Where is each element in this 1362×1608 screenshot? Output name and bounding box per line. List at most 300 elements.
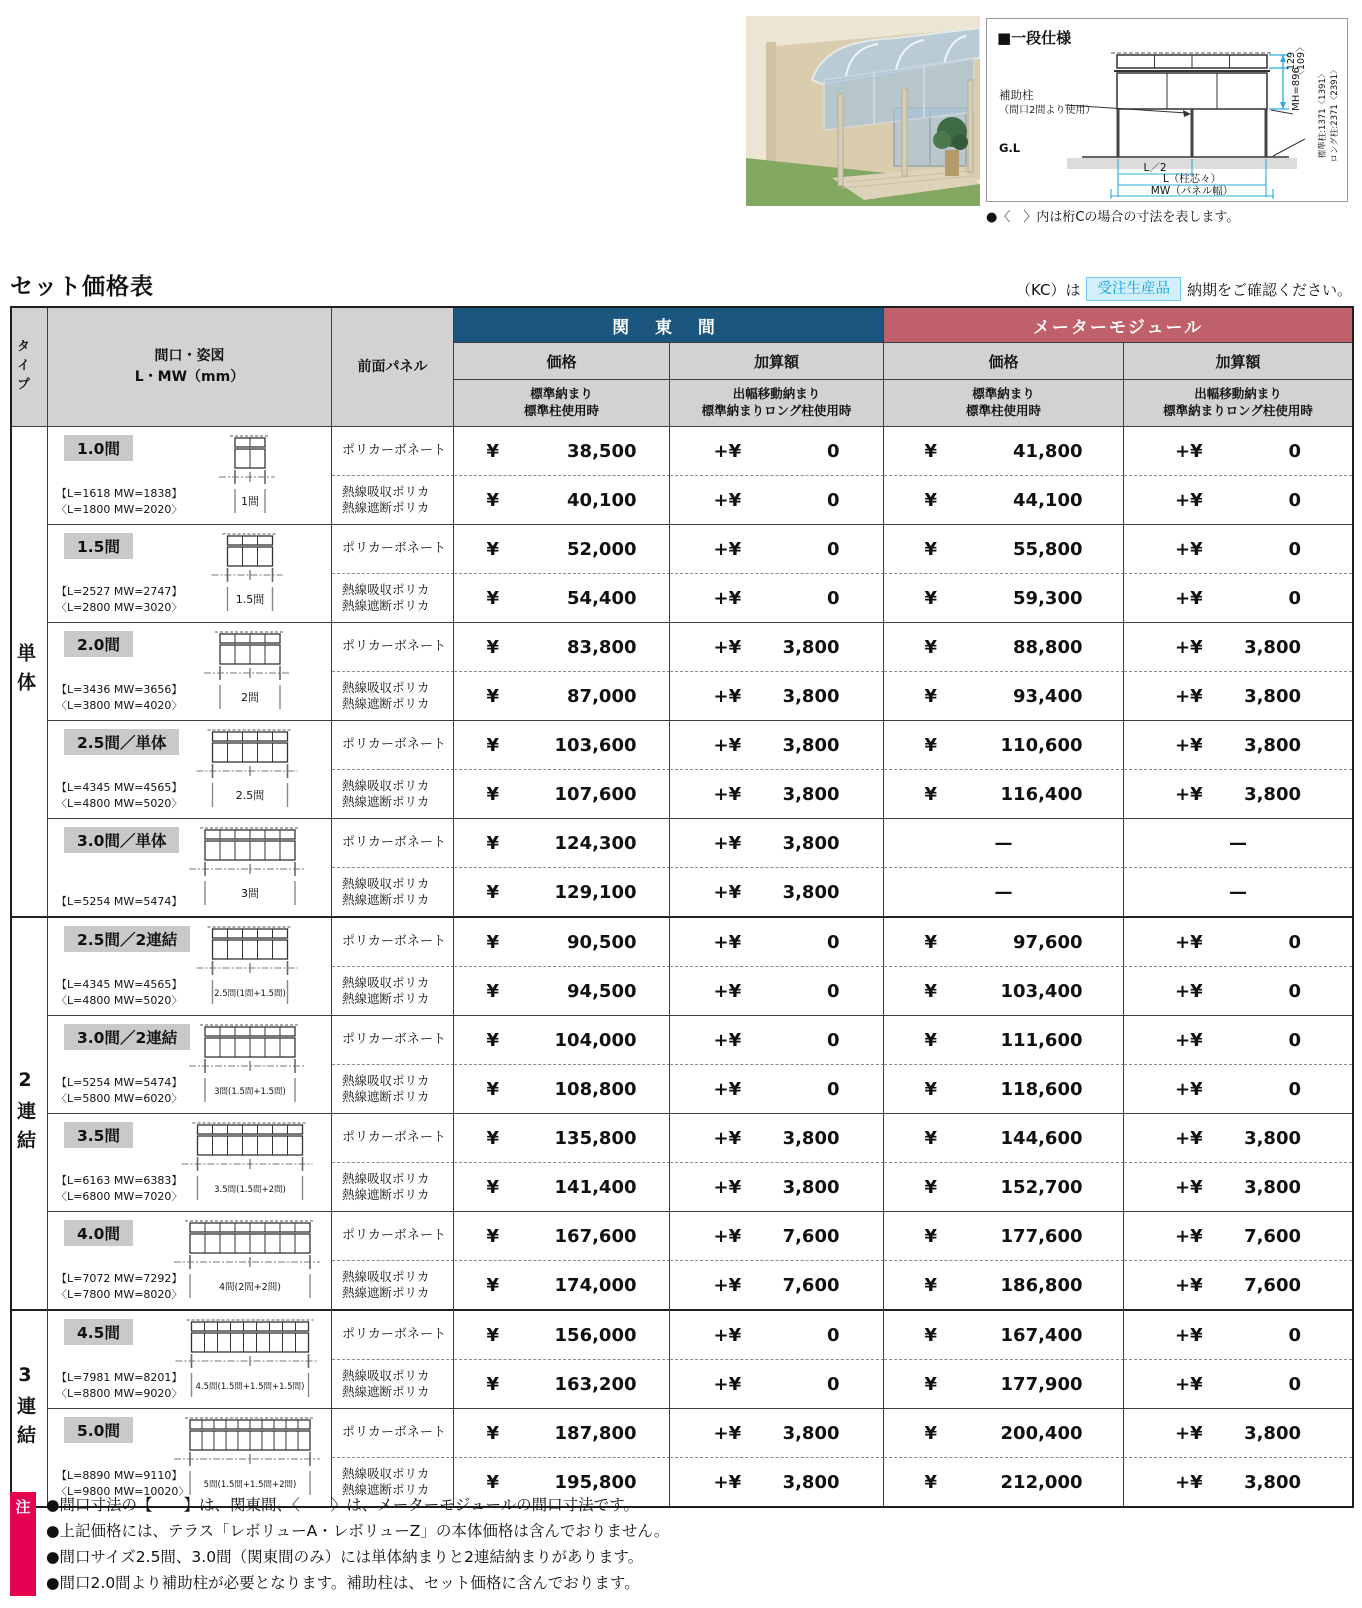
panel-type-line: 熱線遮断ポリカ — [342, 1187, 430, 1202]
amount: 177,600 — [1000, 1225, 1083, 1247]
amount: 3,800 — [1244, 1176, 1301, 1198]
money-value — [925, 1325, 1083, 1346]
meter-price-cell — [884, 476, 1124, 525]
currency-symbol: +¥ — [1175, 1373, 1203, 1395]
amount: 3,800 — [1244, 734, 1301, 756]
size-cell — [48, 1212, 332, 1311]
currency-symbol: ¥ — [486, 734, 500, 756]
amount: 135,800 — [554, 1127, 637, 1149]
amount: 129,100 — [554, 881, 637, 903]
money-value — [925, 1079, 1083, 1100]
kanto-add-cell — [670, 1163, 884, 1212]
svg-text:3間(1.5間+1.5間): 3間(1.5間+1.5間) — [214, 1087, 286, 1097]
kanto-add-cell — [670, 427, 884, 476]
currency-symbol: ¥ — [924, 1225, 938, 1247]
kanto-add-cell — [670, 476, 884, 525]
currency-symbol: ¥ — [486, 1274, 500, 1296]
currency-symbol: ¥ — [924, 783, 938, 805]
kanto-price-cell — [454, 476, 670, 525]
kanto-add-cell — [670, 967, 884, 1016]
currency-symbol: +¥ — [713, 1078, 742, 1100]
panel-type-line: 熱線遮断ポリカ — [342, 1384, 430, 1399]
money-value — [714, 1128, 840, 1149]
kanto-add-cell — [670, 770, 884, 819]
col-subheader-2: 標準納まり 標準柱使用時 — [884, 380, 1124, 427]
meter-price-cell — [884, 1065, 1124, 1114]
amount: 3,800 — [782, 1176, 840, 1198]
money-value — [714, 784, 840, 805]
section-header-kanto: 関 東 間 — [454, 308, 884, 343]
kanto-add-cell — [670, 574, 884, 623]
panel-type: ポリカーボネート — [342, 638, 446, 654]
meter-price-cell — [884, 427, 1124, 476]
currency-symbol: +¥ — [1175, 734, 1203, 756]
size-dimensions — [56, 682, 182, 713]
meter-add-cell — [1124, 672, 1352, 721]
panel-type-line: 熱線吸収ポリカ — [342, 875, 430, 891]
panel-cell — [332, 868, 454, 918]
meter-price-cell — [884, 525, 1124, 574]
dims-kanto: 【L=6163 MW=6383】 — [56, 1174, 183, 1188]
size-cell — [48, 427, 332, 525]
money-value — [714, 637, 840, 658]
diagram-label-aux-post: 補助柱 — [999, 88, 1034, 102]
money-value — [1175, 784, 1301, 805]
kanto-price-cell — [454, 1261, 670, 1311]
size-label: 2.5間／単体 — [64, 729, 179, 755]
col-header-meter-price: 価格 — [884, 343, 1124, 380]
kanto-price-cell — [454, 770, 670, 819]
meter-price-cell — [884, 1163, 1124, 1212]
money-value — [487, 981, 637, 1002]
amount: 97,600 — [1013, 931, 1083, 953]
amount: 54,400 — [567, 587, 637, 609]
amount: 87,000 — [567, 685, 637, 707]
currency-symbol: +¥ — [1175, 1225, 1203, 1247]
currency-symbol: +¥ — [713, 1274, 742, 1296]
note-tag: 注 — [10, 1492, 36, 1596]
money-value — [925, 932, 1083, 953]
currency-symbol: +¥ — [1175, 1274, 1203, 1296]
panel-type-line: 熱線吸収ポリカ — [342, 1268, 430, 1284]
money-value — [1175, 1423, 1301, 1444]
amount: 88,800 — [1013, 636, 1083, 658]
amount: 3,800 — [1244, 685, 1301, 707]
svg-text:1.5間: 1.5間 — [235, 593, 265, 606]
money-value — [1175, 932, 1301, 953]
notes-section — [10, 1492, 1352, 1596]
panel-cell — [332, 770, 454, 819]
amount: 0 — [826, 587, 840, 609]
kanto-price-cell — [454, 1212, 670, 1261]
currency-symbol: ¥ — [486, 881, 500, 903]
currency-symbol: ¥ — [924, 1176, 938, 1198]
size-dimensions — [56, 780, 182, 811]
type-label: 3連結 — [14, 1363, 36, 1454]
amount: 40,100 — [567, 489, 637, 511]
currency-symbol: +¥ — [713, 685, 742, 707]
diagram-title: ■一段仕様 — [997, 29, 1072, 47]
currency-symbol: +¥ — [713, 1225, 742, 1247]
currency-symbol: ¥ — [486, 1471, 500, 1493]
note-lines — [46, 1492, 669, 1596]
currency-symbol: ¥ — [924, 538, 938, 560]
dims-meter: 〈L=9800 MW=10020〉 — [56, 1484, 190, 1498]
size-label: 3.0間／2連結 — [64, 1024, 190, 1050]
money-value — [925, 686, 1083, 707]
money-value — [714, 833, 840, 854]
amount: 0 — [826, 1324, 840, 1346]
money-value — [925, 637, 1083, 658]
meter-add-cell — [1124, 868, 1352, 918]
currency-symbol: +¥ — [713, 1127, 742, 1149]
dash-value: — — [1229, 832, 1247, 854]
amount: 90,500 — [567, 931, 637, 953]
money-value — [925, 1374, 1083, 1395]
amount: 7,600 — [1244, 1225, 1301, 1247]
dims-meter: 〈L=2800 MW=3020〉 — [56, 600, 183, 614]
size-cell — [48, 1311, 332, 1409]
size-dimensions — [56, 894, 182, 909]
money-value — [1175, 1472, 1301, 1493]
amount: 152,700 — [1000, 1176, 1083, 1198]
money-value — [925, 1423, 1083, 1444]
amount: 3,800 — [1244, 1422, 1301, 1444]
amount: 103,600 — [554, 734, 637, 756]
money-value — [714, 1325, 840, 1346]
size-group-row-1 — [12, 1114, 1352, 1163]
dims-kanto: 【L=7072 MW=7292】 — [56, 1272, 183, 1286]
currency-symbol: ¥ — [486, 1225, 500, 1247]
money-value — [487, 637, 637, 658]
table-body — [12, 427, 1352, 1506]
money-value — [714, 490, 840, 511]
kanto-price-cell — [454, 868, 670, 918]
panel-cell — [332, 1065, 454, 1114]
size-group-row-1 — [12, 819, 1352, 868]
money-value — [925, 1030, 1083, 1051]
col-header-size — [48, 308, 332, 427]
dims-meter: 〈L=1800 MW=2020〉 — [56, 502, 183, 516]
panel-type-line: 熱線吸収ポリカ — [342, 581, 430, 597]
currency-symbol: ¥ — [924, 1127, 938, 1149]
panel-cell — [332, 672, 454, 721]
money-value — [714, 1030, 840, 1051]
kanto-price-cell — [454, 672, 670, 721]
panel-cell — [332, 476, 454, 525]
money-value — [714, 539, 840, 560]
size-cell — [48, 1016, 332, 1114]
size-header-line1: 間口・姿図 — [154, 348, 225, 364]
amount: 167,400 — [1000, 1324, 1083, 1346]
money-value — [487, 1275, 637, 1296]
price-table — [10, 306, 1354, 1508]
dims-kanto: 【L=7981 MW=8201】 — [56, 1371, 183, 1385]
kanto-price-cell — [454, 1409, 670, 1458]
money-value — [925, 735, 1083, 756]
money-value — [487, 441, 637, 462]
panel-type-line: 熱線吸収ポリカ — [342, 679, 430, 695]
currency-symbol: +¥ — [713, 1422, 742, 1444]
svg-text:2.5間: 2.5間 — [235, 789, 265, 802]
amount: 103,400 — [1000, 980, 1083, 1002]
kanto-add-cell — [670, 1261, 884, 1311]
money-value — [487, 1472, 637, 1493]
dims-kanto: 【L=5254 MW=5474】 — [56, 1076, 183, 1090]
currency-symbol: ¥ — [924, 1471, 938, 1493]
svg-text:2間: 2間 — [241, 691, 259, 704]
meter-add-cell — [1124, 967, 1352, 1016]
meter-add-cell — [1124, 623, 1352, 672]
money-value — [714, 981, 840, 1002]
meter-add-cell — [1124, 574, 1352, 623]
currency-symbol: ¥ — [486, 489, 500, 511]
money-value — [714, 1177, 840, 1198]
kanto-add-cell — [670, 1114, 884, 1163]
meter-add-cell — [1124, 525, 1352, 574]
money-value — [1175, 1325, 1301, 1346]
type-label: 2連結 — [14, 1068, 36, 1159]
panel-type-line: 熱線遮断ポリカ — [342, 696, 430, 711]
dims-meter: 〈L=3800 MW=4020〉 — [56, 698, 183, 712]
amount: 144,600 — [1000, 1127, 1083, 1149]
size-group-row-1 — [12, 1409, 1352, 1458]
panel-type-line: 熱線遮断ポリカ — [342, 991, 430, 1006]
amount: 3,800 — [1244, 1471, 1301, 1493]
dims-kanto: 【L=2527 MW=2747】 — [56, 585, 183, 599]
diagram-dim-std-post: 標準柱:1371〈1391〉 — [1318, 69, 1328, 159]
money-value — [714, 1423, 840, 1444]
amount: 3,800 — [782, 685, 840, 707]
amount: 195,800 — [554, 1471, 637, 1493]
dims-kanto: 【L=3436 MW=3656】 — [56, 683, 183, 697]
amount: 3,800 — [782, 1471, 840, 1493]
money-value — [487, 1128, 637, 1149]
col-subheader-0: 標準納まり 標準柱使用時 — [454, 380, 670, 427]
currency-symbol: ¥ — [924, 980, 938, 1002]
panel-type-line: 熱線吸収ポリカ — [342, 974, 430, 990]
money-value — [714, 882, 840, 903]
size-group-row-1 — [12, 1311, 1352, 1360]
currency-symbol: ¥ — [924, 1078, 938, 1100]
money-value — [487, 1079, 637, 1100]
meter-add-cell — [1124, 819, 1352, 868]
kc-note-suffix: 納期をご確認ください。 — [1186, 280, 1352, 299]
dash-value: — — [994, 832, 1013, 854]
money-value — [925, 784, 1083, 805]
money-value — [714, 1472, 840, 1493]
meter-add-cell — [1124, 1261, 1352, 1311]
meter-price-cell — [884, 1261, 1124, 1311]
amount: 3,800 — [782, 783, 840, 805]
money-value — [714, 735, 840, 756]
amount: 3,800 — [782, 1127, 840, 1149]
panel-cell — [332, 1212, 454, 1261]
kanto-price-cell — [454, 1360, 670, 1409]
money-value — [714, 1275, 840, 1296]
panel-type-line: 熱線遮断ポリカ — [342, 500, 430, 515]
kanto-price-cell — [454, 1065, 670, 1114]
svg-text:3間: 3間 — [241, 887, 259, 900]
amount: 200,400 — [1000, 1422, 1083, 1444]
meter-add-cell — [1124, 476, 1352, 525]
meter-price-cell — [884, 1311, 1124, 1360]
panel-cell — [332, 918, 454, 967]
panel-type-line: 熱線遮断ポリカ — [342, 598, 430, 613]
meter-add-cell — [1124, 1409, 1352, 1458]
currency-symbol: +¥ — [713, 587, 742, 609]
money-value — [1175, 637, 1301, 658]
dims-kanto: 【L=4345 MW=4565】 — [56, 781, 183, 795]
product-photo — [746, 16, 980, 206]
currency-symbol: +¥ — [713, 1373, 742, 1395]
money-value — [925, 1177, 1083, 1198]
currency-symbol: +¥ — [713, 832, 742, 854]
amount: 156,000 — [554, 1324, 637, 1346]
panel-type-line: 熱線遮断ポリカ — [342, 1482, 430, 1497]
amount: 111,600 — [1000, 1029, 1083, 1051]
dash-value: — — [994, 881, 1013, 903]
currency-symbol: ¥ — [924, 931, 938, 953]
amount: 3,800 — [1244, 636, 1301, 658]
currency-symbol: ¥ — [924, 1274, 938, 1296]
size-label: 3.0間／単体 — [64, 827, 179, 853]
panel-type-line: 熱線遮断ポリカ — [342, 1089, 430, 1104]
size-cell — [48, 623, 332, 721]
currency-symbol: ¥ — [486, 931, 500, 953]
dims-meter: 〈L=4800 MW=5020〉 — [56, 993, 183, 1007]
diagram-label-aux-post-note: （間口2間より使用） — [999, 105, 1096, 116]
amount: 0 — [826, 1373, 840, 1395]
currency-symbol: +¥ — [713, 1176, 742, 1198]
currency-symbol: +¥ — [1175, 1471, 1203, 1493]
panel-type: ポリカーボネート — [342, 1129, 446, 1145]
currency-symbol: ¥ — [486, 685, 500, 707]
amount: 0 — [826, 1029, 840, 1051]
size-cell — [48, 918, 332, 1016]
currency-symbol: ¥ — [924, 1029, 938, 1051]
amount: 163,200 — [554, 1373, 637, 1395]
amount: 0 — [1288, 489, 1301, 511]
money-value — [487, 932, 637, 953]
currency-symbol: ¥ — [486, 587, 500, 609]
diagram-label-ground: G.L — [999, 141, 1021, 155]
currency-symbol: ¥ — [486, 783, 500, 805]
dims-meter: 〈L=6800 MW=7020〉 — [56, 1189, 183, 1203]
money-value — [714, 932, 840, 953]
panel-type-line: 熱線吸収ポリカ — [342, 483, 430, 499]
amount: 0 — [1288, 587, 1301, 609]
dims-kanto: 【L=1618 MW=1838】 — [56, 487, 183, 501]
kanto-price-cell — [454, 918, 670, 967]
size-cell — [48, 721, 332, 819]
meter-add-cell — [1124, 1114, 1352, 1163]
currency-symbol: +¥ — [713, 440, 742, 462]
kanto-price-cell — [454, 721, 670, 770]
col-header-panel — [332, 308, 454, 427]
kanto-add-cell — [670, 868, 884, 918]
money-value — [487, 1325, 637, 1346]
panel-type: ポリカーボネート — [342, 933, 446, 949]
size-cell — [48, 819, 332, 918]
col-header-kanto-price: 価格 — [454, 343, 670, 380]
money-value — [487, 1030, 637, 1051]
meter-price-cell — [884, 623, 1124, 672]
amount: 55,800 — [1013, 538, 1083, 560]
meter-add-cell — [1124, 1360, 1352, 1409]
kanto-add-cell — [670, 918, 884, 967]
currency-symbol: ¥ — [486, 1422, 500, 1444]
money-value — [714, 686, 840, 707]
kanto-add-cell — [670, 1409, 884, 1458]
section-header-meter: メーターモジュール — [884, 308, 1352, 343]
type-cell-2連結 — [12, 918, 48, 1311]
currency-symbol: +¥ — [713, 636, 742, 658]
col-subheader-1: 出幅移動納まり 標準納まりロング柱使用時 — [670, 380, 884, 427]
meter-price-cell — [884, 672, 1124, 721]
meter-add-cell — [1124, 427, 1352, 476]
amount: 186,800 — [1000, 1274, 1083, 1296]
amount: 0 — [1288, 1324, 1301, 1346]
amount: 0 — [1288, 931, 1301, 953]
meter-price-cell — [884, 819, 1124, 868]
kanto-add-cell — [670, 623, 884, 672]
diagram-dim-long-post: ロング柱:2371〈2391〉 — [1330, 65, 1340, 163]
currency-symbol: +¥ — [1175, 980, 1203, 1002]
meter-add-cell — [1124, 1065, 1352, 1114]
amount: 0 — [826, 538, 840, 560]
money-value — [925, 1226, 1083, 1247]
size-cell — [48, 1114, 332, 1212]
currency-symbol: ¥ — [486, 832, 500, 854]
spec-diagram — [986, 18, 1348, 202]
panel-type: ポリカーボネート — [342, 834, 446, 850]
money-value — [1175, 588, 1301, 609]
svg-text:4.5間(1.5間+1.5間+1.5間): 4.5間(1.5間+1.5間+1.5間) — [195, 1382, 305, 1392]
amount: 107,600 — [554, 783, 637, 805]
currency-symbol: +¥ — [1175, 489, 1203, 511]
amount: 0 — [1288, 538, 1301, 560]
meter-price-cell — [884, 1212, 1124, 1261]
col-header-type: タイプ — [12, 308, 48, 427]
type-cell-単体 — [12, 427, 48, 918]
panel-type-line: 熱線遮断ポリカ — [342, 794, 430, 809]
currency-symbol: ¥ — [486, 1078, 500, 1100]
currency-symbol: +¥ — [713, 734, 742, 756]
amount: 3,800 — [782, 734, 840, 756]
meter-add-cell — [1124, 721, 1352, 770]
panel-cell — [332, 1311, 454, 1360]
diagram-caption: ●〈 〉内は桁Cの場合の寸法を表します。 — [986, 210, 1240, 225]
meter-price-cell — [884, 721, 1124, 770]
dims-meter: 〈L=4800 MW=5020〉 — [56, 796, 183, 810]
meter-price-cell — [884, 918, 1124, 967]
diagram-dim-mh: MH=896 — [1291, 67, 1302, 111]
meter-price-cell — [884, 967, 1124, 1016]
col-header-meter-add: 加算額 — [1124, 343, 1352, 380]
amount: 3,800 — [782, 881, 840, 903]
kanto-add-cell — [670, 819, 884, 868]
svg-text:2.5間(1間+1.5間): 2.5間(1間+1.5間) — [214, 989, 286, 999]
panel-cell — [332, 525, 454, 574]
size-group-row-1 — [12, 427, 1352, 476]
head-row-sections — [12, 308, 1352, 343]
money-value — [1175, 735, 1301, 756]
amount: 44,100 — [1013, 489, 1083, 511]
amount: 41,800 — [1013, 440, 1083, 462]
money-value — [925, 1472, 1083, 1493]
currency-symbol: +¥ — [713, 783, 742, 805]
